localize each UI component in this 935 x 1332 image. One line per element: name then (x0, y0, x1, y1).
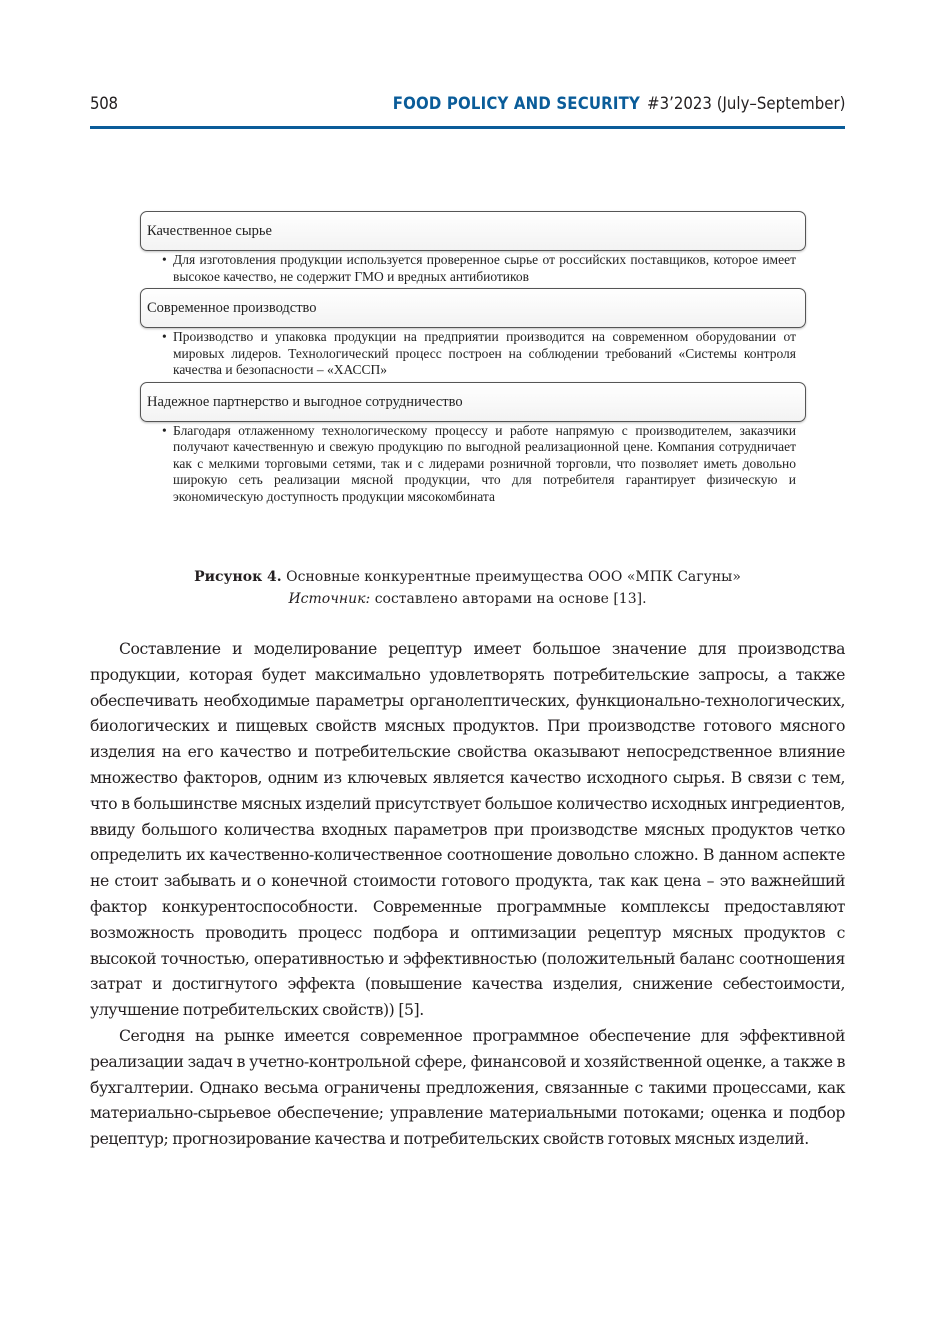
running-header (90, 92, 845, 118)
figure-bullet-item: • Производство и упаковка продукции на предприятии производится на современном оборудовании от мировых лидеров. Технологический процесс построен на соблюдении требований «Системы контроля качества и безопасности – «ХАССП» (163, 329, 796, 379)
journal-info (392, 94, 845, 114)
figure-caption (90, 566, 845, 610)
figure-group (140, 288, 806, 379)
caption-text: Основные конкурентные преимущества ООО «МПК Сагуны» (281, 569, 741, 585)
paragraph: Составление и моделирование рецептур имеет большое значение для производства продукции, которая будет максимально удовлетворять потребительские запросы, а также обеспечивать необходимые параметры органолептических, функционально-технологических, биологических и пищевых свойств мясных продуктов. При производстве готового мясного изделия на его качество и потребительские свойства оказывают непосредственное влияние множество факторов, одним из ключевых является качество исходного сырья. В связи с тем, что в большинстве мясных изделий присутствует большое количество исходных ингредиентов, ввиду большого количества входных параметров при производстве мясных продуктов четко определить их качественно-количественное соотношение довольно сложно. В данном аспекте не стоит забывать и о конечной стоимости готового продукта, так как цена – это важнейший фактор конкурентоспособности. Современные программные комплексы предоставляют возможность проводить процесс подбора и оптимизации рецептур мясных продуктов с высокой точностью, оперативностью и эффективностью (положительный баланс соотношения затрат и достигнутого эффекта (повышение качества изделия, снижение себестоимости, улучшение потребительских свойств)) [5]. (90, 639, 845, 1020)
header-rule (90, 126, 845, 129)
figure-competitive-advantages (140, 211, 806, 506)
journal-title: FOOD POLICY AND SECURITY (392, 94, 640, 114)
journal-issue: #3’2023 (July–September) (646, 94, 845, 114)
source-text: составлено авторами на основе [13]. (370, 591, 647, 607)
source-label: Источник: (288, 591, 371, 607)
figure-group (140, 211, 806, 285)
figure-group-title: Надежное партнерство и выгодное сотрудничество (140, 382, 806, 422)
figure-group (140, 382, 806, 506)
figure-group-title: Качественное сырье (140, 211, 806, 251)
paragraph: Сегодня на рынке имеется современное программное обеспечение для эффективной реализации задач в учетно-контрольной сфере, финансовой и хозяйственной оценке, а также в бухгалтерии. Однако весьма ограничены предложения, связанные с такими процессами, как материально-сырьевое обеспечение; управление материальными потоками; оценка и подбор рецептур; прогнозирование качества и потребительских свойств готовых мясных изделий. (90, 1025, 845, 1149)
figure-group-title: Современное производство (140, 288, 806, 328)
figure-bullet-item: • Благодаря отлаженному технологическому процессу и работе напрямую с производителем, заказчики получают качественную и свежую продукцию по выгодной реализационной цене. Компания сотрудничает как с мелкими торговыми сетями, так и с лидерами розничной торговли, что позволяет иметь довольно широкую сеть реализации мясной продукции, что для потребителя гарантирует физическую и экономическую доступность продукции мясокомбината (163, 423, 796, 506)
caption-label: Рисунок 4. (194, 569, 282, 585)
figure-bullet-item: • Для изготовления продукции используется проверенное сырье от российских поставщиков, которое имеет высокое качество, не содержит ГМО и вредных антибиотиков (163, 252, 796, 285)
page-number: 508 (90, 94, 118, 114)
body-text (90, 636, 845, 1152)
